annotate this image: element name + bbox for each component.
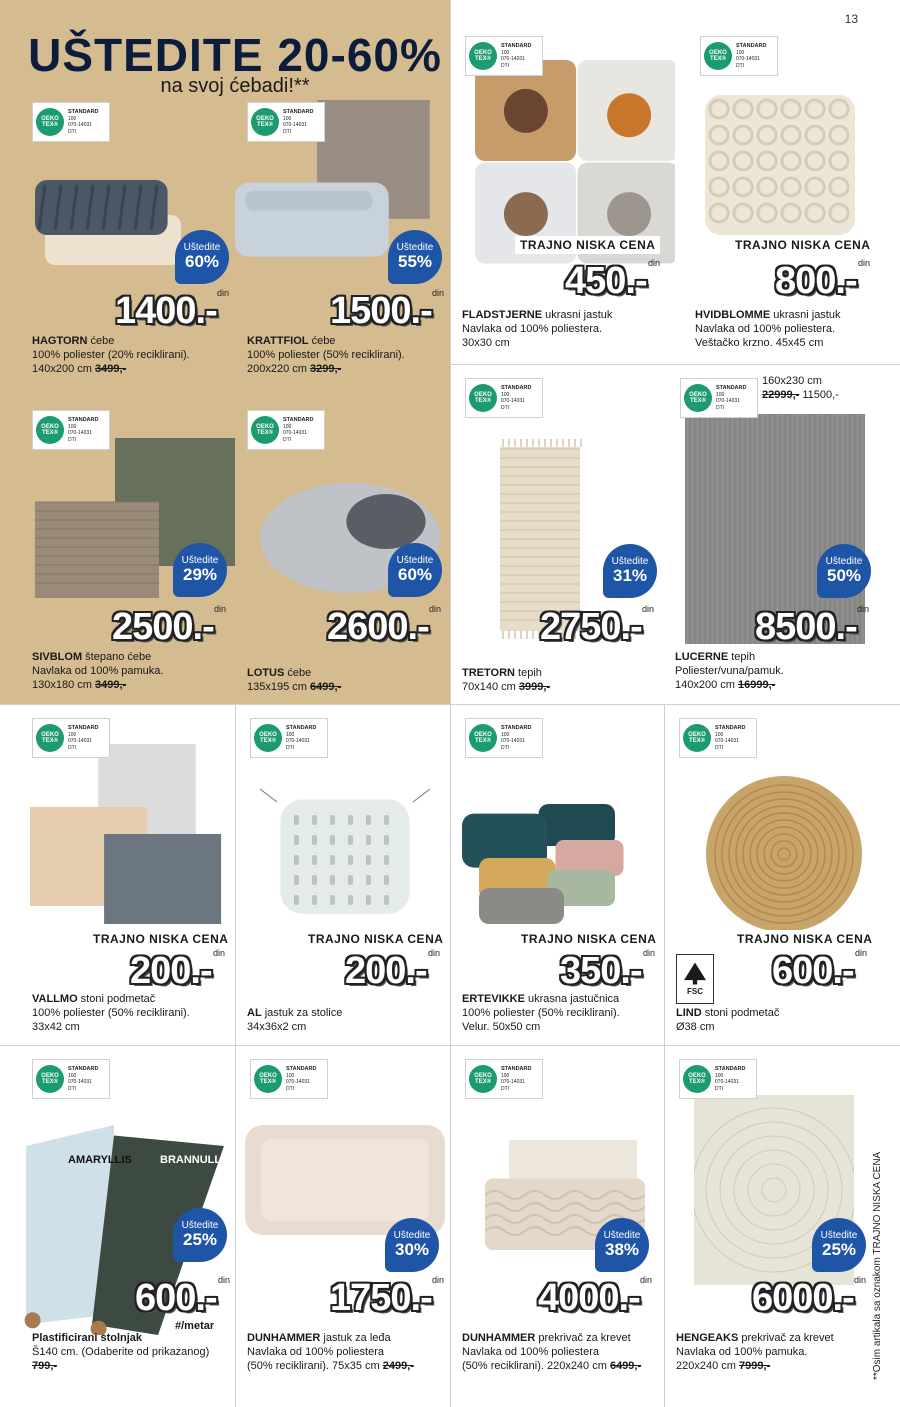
oeko-tex-logo: OEKO TEX® STANDARD 100 070-14031 DTI: [32, 1059, 110, 1099]
product-description: Navlaka od 100% poliestera. 30x30 cm: [462, 323, 603, 349]
oeko-tex-logo: OEKO TEX® STANDARD 100 070-14031 DTI: [465, 378, 543, 418]
fsc-logo: FSC: [676, 954, 714, 1004]
unit-label: #/metar: [175, 1320, 215, 1332]
price: 2750.-: [540, 606, 642, 648]
product-description: 100% poliester (50% reciklirani). 33x42 cm: [32, 1007, 190, 1033]
product-title: KRATTFIOL ćebe: [247, 335, 336, 347]
product-card[interactable]: [0, 704, 235, 1045]
currency-label: din: [858, 258, 871, 268]
oeko-tex-logo: OEKO TEX® STANDARD 100 070-14031 DTI: [465, 36, 543, 76]
product-card[interactable]: [450, 704, 664, 1045]
product-description: Navlaka od 100% poliestera (50% reciklirani). 75x35 cm 2499,-: [247, 1346, 414, 1372]
oeko-tex-logo: OEKO TEX® STANDARD 100 070-14031 DTI: [250, 718, 328, 758]
price: 200.-: [130, 950, 212, 992]
product-card[interactable]: [450, 1045, 664, 1407]
product-title: VALLMO stoni podmetač: [32, 993, 156, 1005]
currency-label: din: [854, 1275, 867, 1285]
product-image: [260, 789, 430, 919]
product-description: Navlaka od 100% poliestera (50% reciklirani). 220x240 cm 6499,-: [462, 1346, 642, 1372]
price: 450.-: [565, 260, 647, 302]
oeko-tex-logo: OEKO TEX® STANDARD 100 070-14031 DTI: [465, 718, 543, 758]
product-card[interactable]: [664, 704, 900, 1045]
product-card[interactable]: [675, 364, 900, 704]
price: 1500.-: [330, 290, 432, 332]
product-title: Plastificirani stolnjak: [32, 1332, 143, 1344]
discount-badge: Uštedite 60%: [175, 230, 229, 284]
product-card[interactable]: [450, 0, 675, 364]
oeko-tex-logo: OEKO TEX® STANDARD 100 070-14031 DTI: [32, 718, 110, 758]
price: 800.-: [775, 260, 857, 302]
oeko-tex-logo: OEKO TEX® STANDARD 100 070-14031 DTI: [247, 102, 325, 142]
product-title: TRETORN tepih: [462, 667, 542, 679]
price: 1750.-: [330, 1277, 432, 1319]
page-headline: UŠTEDITE 20-60%: [28, 29, 442, 81]
oeko-tex-logo: OEKO TEX® STANDARD 100 070-14031 DTI: [32, 410, 110, 450]
product-image: [704, 774, 864, 934]
variant-label: AMARYLLIS: [68, 1154, 132, 1166]
product-title: FLADSTJERNE ukrasni jastuk: [462, 309, 613, 321]
product-description: Poliester/vuna/pamuk. 140x200 cm 16999,-: [675, 665, 784, 691]
oeko-tex-logo: OEKO TEX® STANDARD 100 070-14031 DTI: [679, 1059, 757, 1099]
product-title: HAGTORN ćebe: [32, 335, 115, 347]
price: 600.-: [772, 950, 854, 992]
oeko-tex-logo: OEKO TEX® STANDARD 100 070-14031 DTI: [700, 36, 778, 76]
currency-label: din: [217, 288, 230, 298]
variant-label: BRANNULL: [160, 1154, 222, 1166]
discount-badge: Uštedite 25%: [812, 1218, 866, 1272]
product-description: Navlaka od 100% pamuka. 220x240 cm 7999,-: [676, 1346, 808, 1372]
product-description: 100% poliester (50% reciklirani). 200x220 cm 3299,-: [247, 349, 405, 375]
product-card[interactable]: [675, 0, 900, 364]
product-title: SIVBLOM štepano ćebe: [32, 651, 152, 663]
price: 6000.-: [752, 1277, 854, 1319]
product-card[interactable]: [235, 704, 450, 1045]
product-description: 100% poliester (50% reciklirani). Velur. 50x50 cm: [462, 1007, 620, 1033]
currency-label: din: [429, 604, 442, 614]
currency-label: din: [855, 948, 868, 958]
oeko-tex-logo: OEKO TEX® STANDARD 100 070-14031 DTI: [247, 410, 325, 450]
oeko-tex-logo: OEKO TEX® STANDARD 100 070-14031 DTI: [465, 1059, 543, 1099]
discount-badge: Uštedite 29%: [173, 543, 227, 597]
product-description: Š140 cm. (Odaberite od prikazanog) 799,-: [32, 1346, 210, 1372]
oeko-tex-logo: OEKO TEX® STANDARD 100 070-14031 DTI: [680, 378, 758, 418]
everyday-low-price-label: TRAJNO NISKA CENA: [303, 930, 448, 948]
currency-label: din: [640, 1275, 653, 1285]
product-title: LIND stoni podmetač: [676, 1007, 780, 1019]
product-image: [705, 95, 855, 235]
currency-label: din: [428, 948, 441, 958]
product-title: DUNHAMMER prekrivač za krevet: [462, 1332, 631, 1344]
currency-label: din: [643, 948, 656, 958]
page-subheadline: na svoj ćebadi!**: [160, 75, 310, 97]
currency-label: din: [642, 604, 655, 614]
product-image: [30, 744, 225, 924]
discount-badge: Uštedite 30%: [385, 1218, 439, 1272]
product-card[interactable]: [235, 100, 450, 380]
product-description: 135x195 cm 6499,-: [247, 681, 342, 693]
discount-badge: Uštedite 60%: [388, 543, 442, 597]
product-title: DUNHAMMER jastuk za leđa: [247, 1332, 391, 1344]
currency-label: din: [214, 604, 227, 614]
footnote: **Osim artikala sa oznakom TRAJNO NISKA CENA: [872, 1151, 883, 1380]
discount-badge: Uštedite 25%: [173, 1208, 227, 1262]
currency-label: din: [432, 288, 445, 298]
product-title: LOTUS ćebe: [247, 667, 312, 679]
product-card[interactable]: [664, 1045, 900, 1407]
product-description: 100% poliester (20% reciklirani). 140x200 cm 3499,-: [32, 349, 190, 375]
product-card[interactable]: [235, 408, 450, 704]
product-image: [462, 804, 632, 924]
price: 600.-: [135, 1277, 217, 1319]
price: 2600.-: [327, 606, 429, 648]
product-title: HENGEAKS prekrivač za krevet: [676, 1332, 834, 1344]
oeko-tex-logo: OEKO TEX® STANDARD 100 070-14031 DTI: [250, 1059, 328, 1099]
discount-badge: Uštedite 50%: [817, 544, 871, 598]
product-card[interactable]: [0, 408, 235, 704]
product-title: AL jastuk za stolice: [247, 1007, 343, 1019]
price: 8500.-: [755, 606, 857, 648]
discount-badge: Uštedite 55%: [388, 230, 442, 284]
product-card[interactable]: [0, 100, 235, 380]
oeko-tex-logo: OEKO TEX® STANDARD 100 070-14031 DTI: [32, 102, 110, 142]
price: 2500.-: [112, 606, 214, 648]
currency-label: din: [213, 948, 226, 958]
discount-badge: Uštedite 31%: [603, 544, 657, 598]
product-description: Navlaka od 100% poliestera. Veštačko krzno. 45x45 cm: [695, 323, 836, 349]
alt-size-price: 160x230 cm 22999,- 11500,-: [762, 375, 839, 401]
product-title: ERTEVIKKE ukrasna jastučnica: [462, 993, 620, 1005]
everyday-low-price-label: TRAJNO NISKA CENA: [516, 930, 661, 948]
product-card[interactable]: [0, 1045, 235, 1407]
product-description: Navlaka od 100% pamuka. 130x180 cm 3499,-: [32, 665, 164, 691]
page-number: 13: [844, 12, 858, 26]
product-title: HVIDBLOMME ukrasni jastuk: [695, 309, 841, 321]
everyday-low-price-label: TRAJNO NISKA CENA: [515, 236, 660, 254]
currency-label: din: [857, 604, 870, 614]
currency-label: din: [218, 1275, 231, 1285]
product-description: 34x36x2 cm: [247, 1021, 307, 1033]
product-description: 70x140 cm 3999,-: [462, 681, 551, 693]
discount-badge: Uštedite 38%: [595, 1218, 649, 1272]
price: 350.-: [560, 950, 642, 992]
currency-label: din: [432, 1275, 445, 1285]
everyday-low-price-label: TRAJNO NISKA CENA: [88, 930, 233, 948]
product-title: LUCERNE tepih: [675, 651, 756, 663]
oeko-tex-logo: OEKO TEX® STANDARD 100 070-14031 DTI: [679, 718, 757, 758]
everyday-low-price-label: TRAJNO NISKA CENA: [732, 930, 877, 948]
price: 200.-: [345, 950, 427, 992]
currency-label: din: [648, 258, 661, 268]
product-description: Ø38 cm: [676, 1021, 715, 1033]
price: 1400.-: [115, 290, 217, 332]
everyday-low-price-label: TRAJNO NISKA CENA: [730, 236, 875, 254]
product-card[interactable]: [450, 364, 675, 704]
product-card[interactable]: [235, 1045, 450, 1407]
price: 4000.-: [538, 1277, 640, 1319]
